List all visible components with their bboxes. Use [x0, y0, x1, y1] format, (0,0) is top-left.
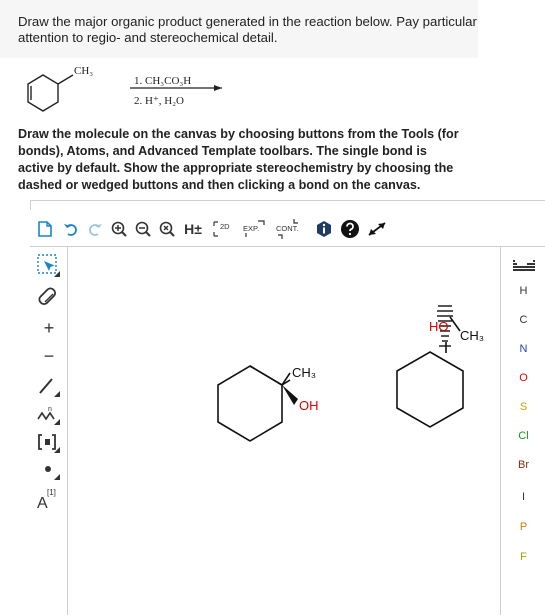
- atom-map-superscript: [1]: [47, 488, 56, 497]
- redo-icon: [87, 221, 103, 237]
- atom-map-button[interactable]: [30, 483, 68, 513]
- molecule-2-methyl-bond: [450, 317, 460, 331]
- molecule-2-hydroxyl-label: HO: [429, 319, 449, 334]
- instructions-line-4: dashed or wedged buttons and then clicking a bond on the canvas.: [18, 178, 421, 192]
- periodic-table-icon: [512, 258, 536, 272]
- charge-plus-button[interactable]: +: [43, 317, 55, 338]
- atom-button-c[interactable]: [501, 307, 545, 333]
- atom-button-cl[interactable]: [501, 423, 545, 449]
- atom-label-h: H: [519, 285, 528, 297]
- atom-button-p[interactable]: [501, 514, 545, 540]
- single-bond-icon: [34, 373, 64, 399]
- editor-top-border: [30, 200, 545, 210]
- zoom-fit-button[interactable]: [156, 210, 178, 247]
- fullscreen-button[interactable]: [364, 210, 390, 247]
- molecule-1: [218, 366, 290, 441]
- atom-button-br[interactable]: [501, 452, 545, 478]
- molecule-2-methyl-label: CH₃: [460, 328, 485, 343]
- toggle-hydrogens-button[interactable]: H±: [184, 220, 202, 237]
- drawing-instructions: [18, 126, 488, 194]
- atom-label-cl: Cl: [518, 430, 529, 442]
- question-line-2: attention to regio- and stereochemical detail.: [18, 30, 278, 45]
- zoom-fit-icon: [158, 220, 176, 238]
- atom-label-n: N: [519, 343, 528, 355]
- reactant-methyl-label: CH₃: [74, 65, 94, 77]
- expand-icon: [242, 218, 270, 240]
- atom-label-i: I: [521, 491, 526, 503]
- drawing-canvas[interactable]: [68, 247, 500, 615]
- lasso-select-icon: [34, 251, 64, 279]
- charge-minus-button[interactable]: −: [43, 345, 55, 366]
- chain-icon: [34, 401, 64, 427]
- atom-button-h[interactable]: [501, 278, 545, 304]
- single-bond-button[interactable]: [30, 371, 68, 401]
- clean-2d-icon: [212, 220, 234, 238]
- atom-button-i[interactable]: [501, 484, 545, 510]
- help-icon: [340, 219, 360, 239]
- instructions-line-3: active by default. Show the appropriate stereochemistry by choosing the: [18, 161, 454, 175]
- molecule-1-methyl-label: CH₃: [292, 365, 317, 380]
- eraser-icon: [37, 286, 61, 310]
- fullscreen-icon: [366, 220, 388, 238]
- contract-icon: [274, 218, 306, 240]
- clean-2d-label: 2D: [220, 221, 230, 231]
- select-tool-button[interactable]: [30, 249, 68, 281]
- question-line-1: Draw the major organic product generated in the reaction below. Pay particular: [18, 14, 477, 29]
- left-toolbar: [30, 247, 68, 615]
- contract-label: CONT.: [276, 223, 299, 233]
- bracket-tool-button[interactable]: [30, 427, 68, 457]
- info-icon: [315, 220, 333, 238]
- instructions-line-1: Draw the molecule on the canvas by choosing buttons from the Tools (for: [18, 127, 459, 141]
- info-button[interactable]: [312, 210, 336, 247]
- zoom-out-icon: [134, 220, 152, 238]
- expand-label: EXP.: [243, 223, 260, 233]
- contract-button[interactable]: [274, 210, 306, 247]
- undo-icon: [63, 221, 79, 237]
- reaction-arrowhead: [214, 85, 222, 91]
- clean-2d-button[interactable]: [210, 210, 236, 247]
- question-prompt: [0, 0, 478, 58]
- atom-map-letter: A: [37, 495, 48, 512]
- new-document-icon: [37, 220, 53, 238]
- bracket-icon: [34, 429, 64, 455]
- atom-map-icon: [34, 484, 64, 512]
- atom-label-s: S: [519, 401, 528, 413]
- new-document-button[interactable]: [34, 210, 56, 247]
- chain-tool-button[interactable]: [30, 399, 68, 429]
- atom-button-n[interactable]: [501, 336, 545, 362]
- redo-button[interactable]: [84, 210, 106, 247]
- zoom-out-button[interactable]: [132, 210, 154, 247]
- atom-label-br: Br: [518, 459, 529, 471]
- molecule-1-hydroxyl-label: OH: [299, 398, 319, 413]
- atom-label-p: P: [519, 521, 528, 533]
- reaction-scheme: [0, 58, 478, 118]
- molecule-1-wedge-bond: [282, 385, 298, 405]
- atom-label-f: F: [520, 551, 527, 563]
- expand-button[interactable]: [242, 210, 270, 247]
- zoom-in-button[interactable]: [108, 210, 130, 247]
- radical-dot-icon: [34, 456, 64, 482]
- atom-button-s[interactable]: [501, 394, 545, 420]
- top-toolbar: [30, 210, 545, 247]
- eraser-tool-button[interactable]: [30, 283, 68, 313]
- atom-label-o: O: [519, 372, 528, 384]
- atom-label-c: C: [519, 314, 528, 326]
- atom-button-f[interactable]: [501, 544, 545, 570]
- periodic-table-button[interactable]: [501, 251, 545, 279]
- atom-toolbar: [500, 247, 545, 615]
- reactant-structure: [28, 75, 73, 111]
- reagent-step-2: 2. H⁺, H₂O: [134, 95, 184, 107]
- radical-tool-button[interactable]: [30, 455, 68, 483]
- svg-text:n: n: [48, 406, 52, 413]
- undo-button[interactable]: [60, 210, 82, 247]
- atom-button-o[interactable]: [501, 365, 545, 391]
- instructions-line-2: bonds), Atoms, and Advanced Template toolbars. The single bond is: [18, 144, 427, 158]
- molecule-2: [397, 352, 463, 427]
- reagent-step-1: 1. CH₃CO₃H: [134, 75, 192, 87]
- help-button[interactable]: [338, 210, 362, 247]
- zoom-in-icon: [110, 220, 128, 238]
